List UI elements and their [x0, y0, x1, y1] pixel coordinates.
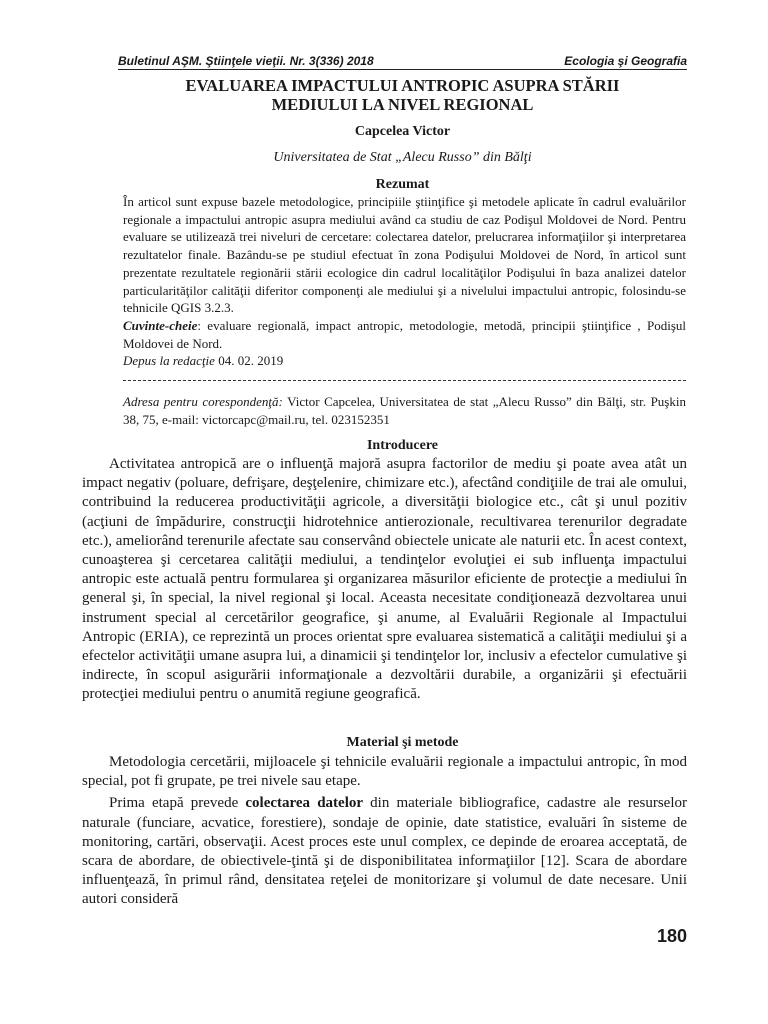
journal-citation: Buletinul AŞM. Ştiinţele vieţii. Nr. 3(336) 2018 — [118, 54, 374, 68]
title-line-1: EVALUAREA IMPACTULUI ANTROPIC ASUPRA STĂRII — [185, 76, 620, 95]
intro-heading: Introducere — [366, 438, 439, 453]
abstract-text: În articol sunt expuse bazele metodologice, principiile ştiinţifice şi metodele aplicate în cadrul evaluărilor regionale a impactului antropic asupra mediului având ca studiu de caz Podişul Moldovei de Nord. Pentru evaluare se utilizează trei niveluri de cercetare: colectarea datelor, prelucrarea informaţiilor şi interpretarea rezultatelor finale. Bazându-se pe studiul efectuat în zona Podişului Moldovei de Nord, în articol sunt prezentate rezultatele regionării stării ecologice din cadrul localităţilor Podişului în baza analizei datelor particularităţilor calităţii diferitor componenţi ale mediului şi a nivelului impactului antropic, folosindu-se tehnicile QGIS 3.2.3. — [123, 194, 686, 316]
abstract-block — [123, 193, 686, 370]
abstract-heading: Rezumat — [375, 177, 430, 192]
running-header — [118, 50, 687, 68]
author-affiliation: Universitatea de Stat „Alecu Russo” din Bălţi — [273, 150, 532, 165]
journal-section: Ecologia şi Geografia — [564, 54, 687, 68]
keywords-label: Cuvinte-cheie — [123, 317, 198, 333]
methods-body — [82, 753, 687, 910]
author-name: Capcelea Victor — [354, 124, 451, 139]
received-line — [123, 352, 686, 370]
methods-paragraph-1: Metodologia cercetării, mijloacele şi tehnicile evaluării regionale a impactului antropic, în mod special, pot fi grupate, pe trei nivele sau etape. — [82, 754, 687, 790]
methods-p2-start: Prima etapă prevede — [109, 795, 246, 812]
title-line-2: MEDIULUI LA NIVEL REGIONAL — [271, 95, 534, 114]
header-rule — [118, 69, 687, 70]
correspondence-label: Adresa pentru corespondenţă: — [123, 394, 283, 409]
methods-heading: Material şi metode — [346, 735, 459, 750]
article-title — [118, 76, 687, 114]
methods-paragraph-2 — [82, 794, 687, 909]
page-number: 180 — [656, 926, 687, 946]
keywords-text: : evaluare regională, impact antropic, metodologie, metodă, principii ştiinţifice , Podişul Moldovei de Nord. — [123, 317, 686, 351]
received-date: 04. 02. 2019 — [214, 353, 284, 369]
received-label: Depus la redacţie — [123, 353, 215, 369]
methods-p2-rest: din materiale bibliografice, cadastre ale resurselor naturale (funciare, acvatice, forestiere), sondaje de opinie, date statistice, evaluări în sisteme de monitoring, cartări, observaţii. Acest proces este unul complex, ce depinde de eroarea acceptată, de scara de abordare, de obiectivele-ţintă şi de disponibilitatea informaţiilor [12]. Scara de abordare influenţează, în primul rând, densitatea reţelei de monitorizare şi volumul de date necesare. Unii autori consideră — [82, 795, 687, 908]
correspondence-block — [123, 393, 686, 429]
methods-p2-emphasis: colectarea datelor — [245, 795, 364, 812]
dashed-separator — [123, 380, 686, 381]
correspondence-text: Victor Capcelea, Universitatea de stat „Alecu Russo” din Bălţi, str. Puşkin 38, 75, e-mail: victorcapc@mail.ru, tel. 023152351 — [123, 394, 686, 427]
keywords-line — [123, 317, 686, 352]
intro-paragraph: Activitatea antropică are o influenţă majoră asupra factorilor de mediu şi poate avea atât un impact negativ (poluare, defrişare, deşţelenire, chimizare etc.), afectând condiţiile de trai ale omului, contribuind la reducerea productivităţii agricole, a diversităţii biologice etc., cât şi unul pozitiv (acţiuni de împădurire, construcţii hidrotehnice antierozionale, recultivarea terenurilor degradate etc.), ameliorând terenurile afectate sau conservând obiectele unicate ale naturii etc. În acest context, cunoaşterea şi cercetarea calităţii mediului, a tendinţelor evoluţiei ei sub influenţa impactului antropic este actuală pentru formularea şi organizarea măsurilor eficiente de protecţie a mediului în general şi, în special, la nivel regional şi local. Aceasta necesitate condiţionează dezvoltarea unui instrument special al cercetărilor geografice, şi anume, al Evaluării Regionale al Impactului Antropic (ERIA), ce reprezintă un proces orientat spre evaluarea sistematică a calităţii mediului şi a efectelor activităţii umane asupra lui, a dinamicii şi tendinţelor lor, inclusiv a efectelor cumulative şi indirecte, în scopul asigurării informaţionale a dezvoltării durabile, a organizării şi efectuării protecţiei mediului pentru o anumită regiune geografică. — [82, 456, 687, 703]
intro-body — [82, 455, 687, 705]
